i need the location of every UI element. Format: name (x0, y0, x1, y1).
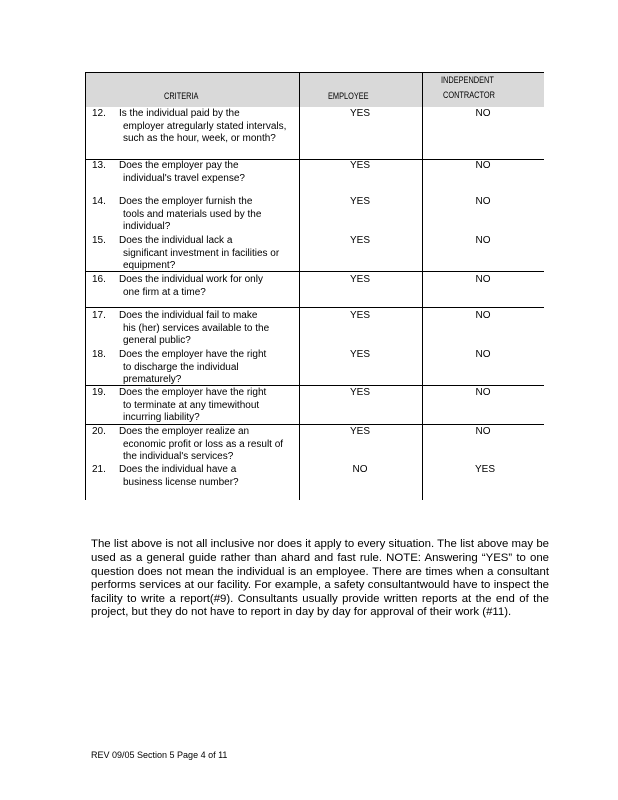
employee-answer: YES (349, 426, 370, 437)
question-first-line: Does the individual lack a (119, 235, 233, 246)
question-text (119, 274, 294, 299)
employee-header: EMPLOYEE (328, 91, 369, 101)
contractor-answer: NO (475, 310, 491, 321)
question-text (119, 160, 294, 185)
question-text (119, 310, 294, 348)
employee-answer: YES (349, 387, 370, 398)
table-row-group (86, 107, 544, 160)
employee-answer: YES (349, 349, 370, 360)
question-text (119, 196, 294, 234)
question-continuation: tools and materials used by the individual? (123, 208, 262, 232)
question-first-line: Does the employer have the right (119, 349, 267, 360)
column-divider (299, 73, 300, 107)
employee-answer: YES (349, 196, 370, 207)
question-number: 17. (92, 310, 106, 321)
contractor-answer: NO (475, 235, 491, 246)
question-number: 21. (92, 464, 106, 475)
contractor-header-line1: INDEPENDENT (441, 75, 494, 85)
question-number: 12. (92, 108, 106, 119)
table-row-group (86, 308, 544, 386)
contractor-answer: YES (474, 464, 495, 475)
contractor-answer: NO (475, 160, 491, 171)
question-number: 16. (92, 274, 106, 285)
question-first-line: Does the employer furnish the (119, 196, 253, 207)
criteria-header: CRITERIA (164, 91, 199, 101)
question-text (119, 387, 294, 425)
table-row-group (86, 160, 544, 272)
question-continuation: his (her) services available to the general public? (123, 322, 270, 346)
question-first-line: Does the employer have the right (119, 387, 267, 398)
question-text (119, 349, 294, 387)
question-text (119, 235, 294, 273)
contractor-answer: NO (475, 349, 491, 360)
question-text (119, 464, 294, 489)
question-number: 14. (92, 196, 106, 207)
employee-answer: YES (349, 310, 370, 321)
contractor-header-line2: CONTRACTOR (443, 90, 495, 100)
question-first-line: Does the employer pay the (119, 160, 239, 171)
page-footer: REV 09/05 Section 5 Page 4 of 11 (91, 750, 228, 760)
question-number: 15. (92, 235, 106, 246)
employee-answer: NO (352, 464, 368, 475)
contractor-answer: NO (475, 108, 491, 119)
question-continuation: employer atregularly stated intervals, such as the hour, week, or month? (123, 120, 287, 144)
question-number: 13. (92, 160, 106, 171)
question-text (119, 108, 294, 146)
contractor-answer: NO (475, 387, 491, 398)
question-text (119, 426, 294, 464)
question-continuation: business license number? (123, 476, 239, 488)
criteria-table (85, 72, 544, 500)
question-number: 20. (92, 426, 106, 437)
question-first-line: Does the employer realize an (119, 426, 250, 437)
question-number: 18. (92, 349, 106, 360)
question-continuation: to terminate at any timewithout incurring liability? (123, 399, 260, 423)
employee-answer: YES (349, 274, 370, 285)
contractor-answer: NO (475, 274, 491, 285)
employee-answer: YES (349, 235, 370, 246)
table-body (85, 107, 544, 500)
table-row-group (86, 272, 544, 308)
explanatory-paragraph: The list above is not all inclusive nor does it apply to every situation. The list above may be used as a general guide rather than ahard and fast rule. NOTE: Answering “YES” to one question does not mean the individual is an employee. There are times when a consultant performs services at our facility. For example, a safety consultantwould have to inspect the facility to write a report(#9). Consultants usually provide written reports at the end of the project, but they do not have to report in day by day for approval of their work (#11). (91, 538, 549, 619)
question-continuation: to discharge the individual prematurely? (123, 361, 239, 385)
column-divider (422, 73, 423, 107)
table-row-group (86, 425, 544, 500)
question-first-line: Is the individual paid by the (119, 108, 240, 119)
contractor-answer: NO (475, 196, 491, 207)
question-continuation: economic profit or loss as a result of the individual's services? (123, 438, 284, 462)
contractor-answer: NO (475, 426, 491, 437)
question-continuation: significant investment in facilities or equipment? (123, 247, 280, 271)
table-row-group (86, 386, 544, 425)
question-continuation: individual's travel expense? (123, 172, 245, 184)
question-number: 19. (92, 387, 106, 398)
table-header (85, 72, 544, 107)
question-continuation: one firm at a time? (123, 286, 206, 298)
question-first-line: Does the individual have a (119, 464, 237, 475)
employee-answer: YES (349, 108, 370, 119)
question-first-line: Does the individual fail to make (119, 310, 258, 321)
question-first-line: Does the individual work for only (119, 274, 263, 285)
employee-answer: YES (349, 160, 370, 171)
